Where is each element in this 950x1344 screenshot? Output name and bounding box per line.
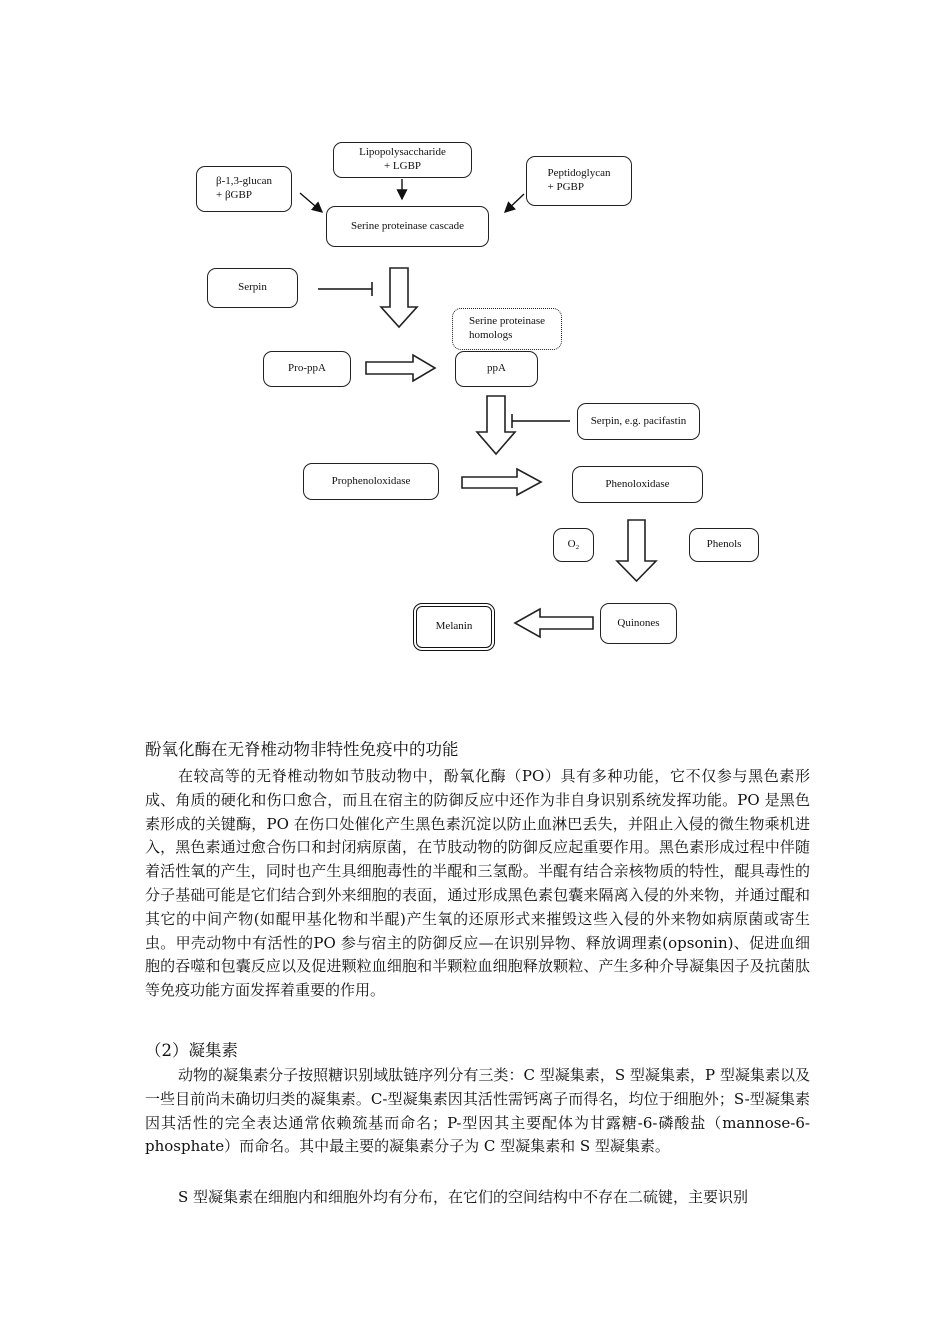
inhibit-pacifastin: [512, 414, 570, 428]
node-homologs-label: Serine proteinase homologs: [468, 315, 546, 341]
node-prophenoloxidase: [303, 463, 439, 500]
arrow-glucan-to-cascade: [300, 193, 322, 212]
node-serpin-label: Serpin: [238, 281, 267, 294]
node-phenols-label: Phenols: [706, 538, 742, 551]
node-serpin-pacifastin: [577, 403, 700, 440]
node-pro-ppa: [263, 351, 351, 387]
node-cascade-label: Serine proteinase cascade: [351, 219, 464, 232]
section2-paragraph2: S 型凝集素在细胞内和细胞外均有分布，在它们的空间结构中不存在二硫键，主要识别: [178, 1188, 749, 1206]
arrow-peptidoglycan-to-cascade: [505, 194, 524, 212]
node-o2: [553, 528, 594, 562]
node-ppa: [455, 351, 538, 387]
section2-title: （2）凝集素: [145, 1041, 238, 1060]
node-prophenoloxidase-label: Prophenoloxidase: [331, 474, 411, 487]
section1-paragraph: 在较高等的无脊椎动物如节肢动物中，酚氧化酶（PO）具有多种功能，它不仅参与黑色素形成、角质的硬化和伤口愈合，而且在宿主的防御反应中还作为非自身识别系统发挥功能。PO 是黑色素形成的关键酶，PO 在伤口处催化产生黑色素沉淀以防止血淋巴丢失，并阻止入侵的微生物乘机进入，黑色素通过愈合伤口和封闭病原菌，在节肢动物的防御反应起重要作用。黑色素形成过程中伴随着活性氧的产生，同时也产生具细胞毒性的半醌和三氢酚。半醌有结合亲核物质的特性，醌具毒性的分子基础可能是它们结合到外来细胞的表面，通过形成黑色素包囊来隔离入侵的外来物，并通过醌和其它的中间产物(如醌甲基化物和半醌)产生氧的还原形式来摧毁这些入侵的外来物如病原菌或寄生虫。甲壳动物中有活性的PO 参与宿主的防御反应—在识别异物、释放调理素(opsonin)、促进血细胞的吞噬和包囊反应以及促进颗粒血细胞和半颗粒血细胞释放颗粒、产生多种介导凝集因子及抗菌肽等免疫功能方面发挥着重要的作用。: [145, 767, 810, 1000]
node-phenoloxidase: [572, 466, 703, 503]
node-phenoloxidase-label: Phenoloxidase: [605, 477, 670, 490]
inhibit-serpin: [318, 282, 372, 296]
node-peptidoglycan-label: Peptidoglycan + PGBP: [547, 167, 611, 193]
node-melanin: [413, 603, 495, 651]
node-melanin-label: Melanin: [435, 620, 473, 633]
node-lps: [333, 142, 472, 178]
block-arrow-phenoloxidase-down: [617, 520, 656, 581]
node-serpin-pacifastin-label: Serpin, e.g. pacifastin: [590, 414, 687, 427]
node-serpin: [207, 268, 298, 308]
node-o2-label: O₂: [567, 538, 580, 551]
node-serine-proteinase-homologs: [452, 308, 562, 350]
block-arrow-proppa-right: [366, 355, 435, 381]
block-arrow-ppa-down: [477, 396, 515, 454]
section1-title: 酚氧化酶在无脊椎动物非特性免疫中的功能: [145, 740, 459, 759]
node-cascade: [326, 206, 489, 247]
node-glucan: [196, 166, 292, 212]
node-phenols: [689, 528, 759, 562]
node-peptidoglycan: [526, 156, 632, 206]
section2-paragraph1: 动物的凝集素分子按照糖识别域肽链序列分有三类：C 型凝集素，S 型凝集素，P 型凝集素以及一些目前尚未确切归类的凝集素。C-型凝集素因其活性需钙离子而得名，均位于细胞外；S-型凝集素因其活性的完全表达通常依赖巯基而命名；P-型因其主要配体为甘露糖-6-磷酸盐（mannose-6-phosphate）而命名。其中最主要的凝集素分子为 C 型凝集素和 S 型凝集素。: [145, 1066, 810, 1156]
block-arrow-prophenoloxidase-right: [462, 469, 541, 495]
node-glucan-label: β-1,3-glucan + βGBP: [216, 175, 272, 201]
node-quinones-label: Quinones: [617, 616, 660, 629]
node-ppa-label: ppA: [487, 362, 506, 375]
node-lps-label: Lipopolysaccharide + LGBP: [359, 146, 446, 172]
node-quinones: [600, 603, 677, 644]
node-pro-ppa-label: Pro-ppA: [288, 362, 326, 375]
block-arrow-cascade-down: [381, 268, 417, 327]
block-arrow-quinones-left: [515, 609, 593, 637]
